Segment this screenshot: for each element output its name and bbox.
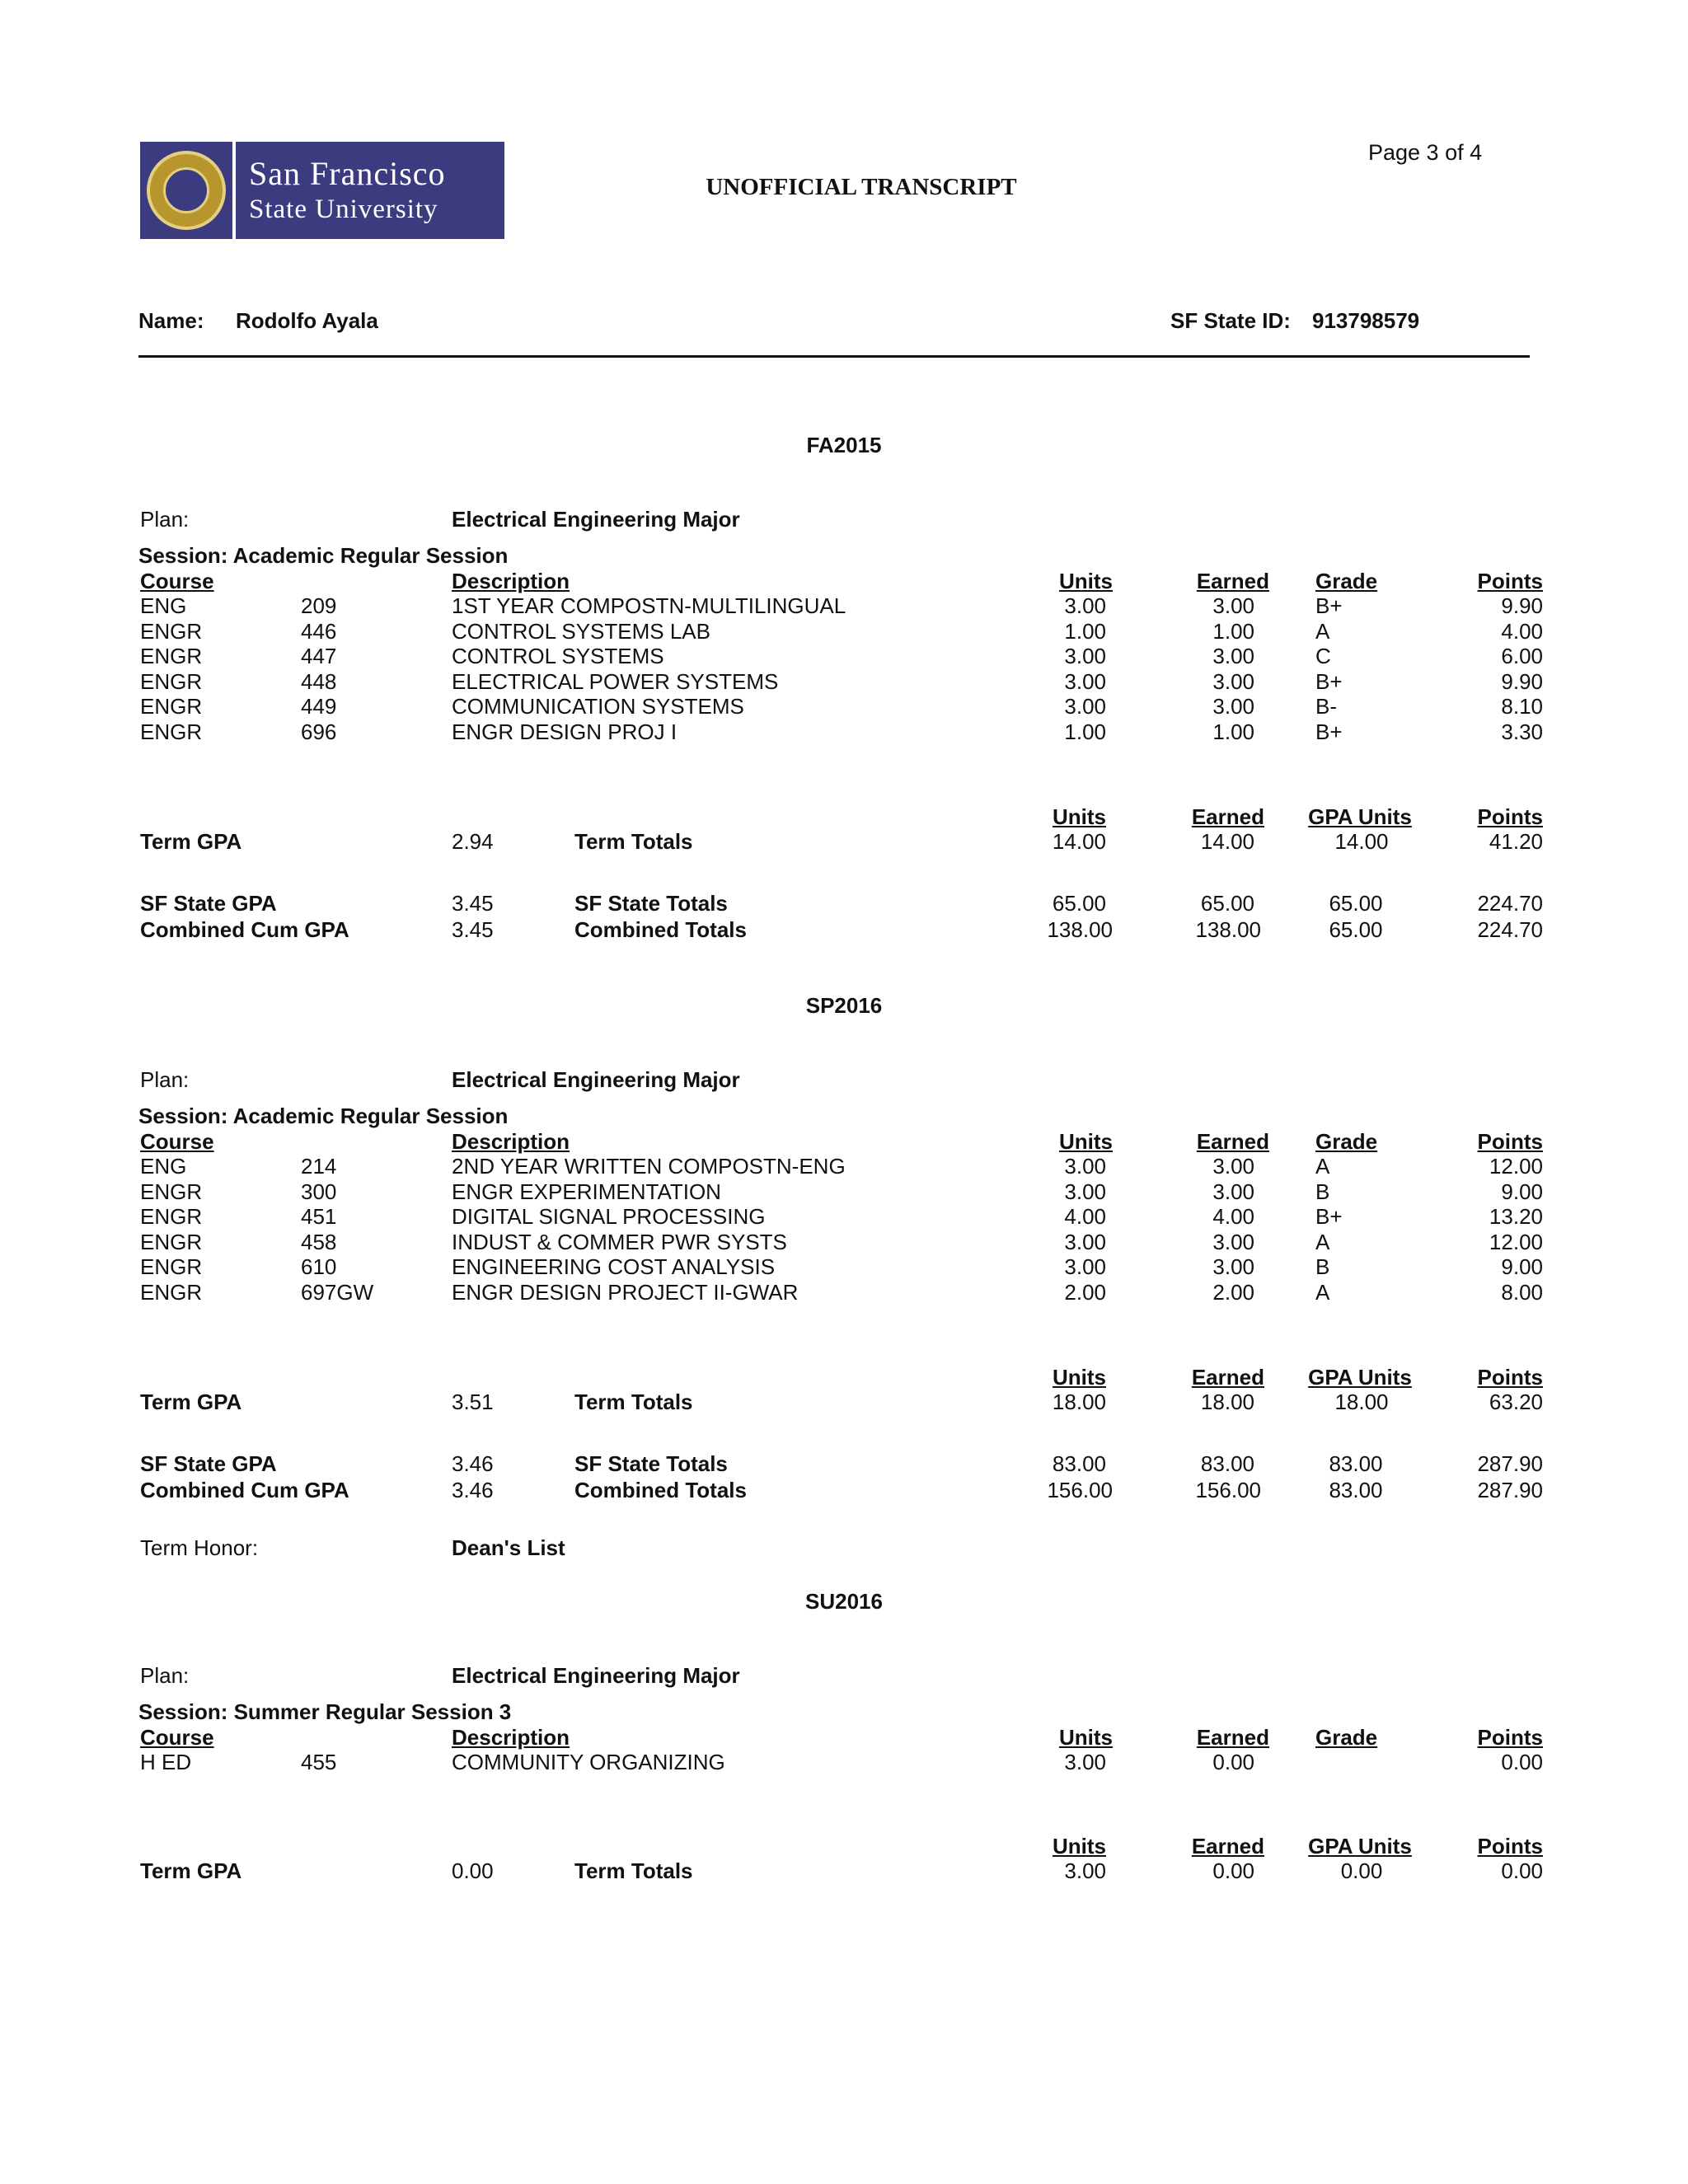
sf-state-totals-earned: 65.00 — [1200, 891, 1254, 916]
course-description: ELECTRICAL POWER SYSTEMS — [452, 668, 779, 694]
combined-totals-points: 224.70 — [1477, 917, 1543, 942]
session-label: Session: Academic Regular Session — [138, 1104, 509, 1128]
term-title: SU2016 — [805, 1589, 883, 1614]
course-subject: ENGR — [140, 719, 203, 744]
course-grade: B+ — [1315, 593, 1343, 618]
col-header-course: Course — [140, 1725, 214, 1750]
course-grade: C — [1315, 644, 1331, 669]
course-description: CONTROL SYSTEMS LAB — [452, 618, 710, 644]
combined-gpa-value: 3.45 — [452, 917, 494, 942]
combined-gpa-value: 3.46 — [452, 1478, 494, 1502]
course-points: 9.90 — [1501, 593, 1543, 618]
totals-header-units: Units — [1053, 1365, 1106, 1390]
combined-totals-earned: 156.00 — [1195, 1478, 1261, 1502]
course-subject: ENGR — [140, 668, 203, 694]
course-units: 3.00 — [1064, 593, 1106, 618]
page-number: Page 3 of 4 — [1368, 140, 1483, 165]
totals-header-earned: Earned — [1191, 1365, 1264, 1390]
combined-gpa-label: Combined Cum GPA — [140, 917, 349, 942]
term-totals-gpa-units: 0.00 — [1340, 1858, 1383, 1883]
col-header-description: Description — [452, 1725, 570, 1750]
course-number: 449 — [301, 694, 337, 719]
col-header-points: Points — [1477, 569, 1543, 593]
plan-value: Electrical Engineering Major — [452, 1067, 740, 1092]
course-earned: 3.00 — [1212, 593, 1254, 618]
course-units: 3.00 — [1064, 1229, 1106, 1254]
plan-value: Electrical Engineering Major — [452, 507, 740, 532]
document-title: UNOFFICIAL TRANSCRIPT — [706, 174, 1017, 200]
combined-totals-label: Combined Totals — [574, 917, 747, 942]
course-points: 8.00 — [1501, 1280, 1543, 1305]
student-name: Rodolfo Ayala — [236, 308, 378, 333]
course-points: 12.00 — [1489, 1229, 1543, 1254]
combined-gpa-label: Combined Cum GPA — [140, 1478, 349, 1502]
totals-header-points: Points — [1477, 1834, 1543, 1858]
sf-state-totals-units: 83.00 — [1052, 1451, 1106, 1476]
course-grade: A — [1315, 618, 1330, 644]
course-number: 610 — [301, 1254, 337, 1280]
totals-header-gpa-units: GPA Units — [1308, 1365, 1412, 1390]
term-totals-earned: 18.00 — [1200, 1390, 1254, 1414]
course-units: 3.00 — [1064, 1154, 1106, 1179]
course-grade: A — [1315, 1280, 1330, 1305]
term-gpa-value: 0.00 — [452, 1858, 494, 1883]
sf-state-gpa-label: SF State GPA — [140, 1451, 277, 1476]
course-points: 3.30 — [1501, 719, 1543, 744]
term-gpa-label: Term GPA — [140, 1858, 242, 1883]
course-description: ENGR DESIGN PROJECT II-GWAR — [452, 1280, 799, 1305]
header-divider — [138, 355, 1530, 358]
combined-totals-gpa-units: 83.00 — [1329, 1478, 1383, 1502]
sf-state-totals-points: 287.90 — [1477, 1451, 1543, 1476]
course-units: 3.00 — [1064, 1750, 1106, 1774]
course-earned: 1.00 — [1212, 719, 1254, 744]
session-label: Session: Summer Regular Session 3 — [138, 1699, 512, 1724]
term-totals-label: Term Totals — [574, 1858, 693, 1883]
course-grade: B — [1315, 1179, 1330, 1204]
course-grade: B- — [1315, 694, 1337, 719]
course-units: 3.00 — [1064, 644, 1106, 669]
term-title: FA2015 — [806, 433, 882, 457]
sf-state-gpa-value: 3.45 — [452, 891, 494, 916]
term-totals-label: Term Totals — [574, 829, 693, 854]
combined-totals-label: Combined Totals — [574, 1478, 747, 1502]
totals-header-points: Points — [1477, 804, 1543, 829]
course-earned: 2.00 — [1212, 1280, 1254, 1305]
sf-state-totals-points: 224.70 — [1477, 891, 1543, 916]
plan-label: Plan: — [140, 507, 190, 532]
course-grade: B+ — [1315, 668, 1343, 694]
course-number: 446 — [301, 618, 337, 644]
col-header-course: Course — [140, 1129, 214, 1154]
course-earned: 3.00 — [1212, 668, 1254, 694]
course-units: 3.00 — [1064, 1179, 1106, 1204]
course-description: CONTROL SYSTEMS — [452, 644, 664, 669]
course-earned: 3.00 — [1212, 1254, 1254, 1280]
col-header-grade: Grade — [1315, 1725, 1378, 1750]
course-number: 451 — [301, 1204, 337, 1230]
course-earned: 3.00 — [1212, 1229, 1254, 1254]
col-header-units: Units — [1059, 569, 1113, 593]
name-label: Name: — [138, 308, 204, 333]
term-totals-points: 0.00 — [1501, 1858, 1543, 1883]
course-points: 6.00 — [1501, 644, 1543, 669]
course-points: 9.00 — [1501, 1179, 1543, 1204]
course-earned: 4.00 — [1212, 1204, 1254, 1230]
course-units: 1.00 — [1064, 618, 1106, 644]
col-header-units: Units — [1059, 1129, 1113, 1154]
course-units: 4.00 — [1064, 1204, 1106, 1230]
course-grade: B+ — [1315, 1204, 1343, 1230]
term-totals-points: 63.20 — [1489, 1390, 1543, 1414]
sf-state-totals-earned: 83.00 — [1200, 1451, 1254, 1476]
course-points: 0.00 — [1501, 1750, 1543, 1774]
course-points: 13.20 — [1489, 1204, 1543, 1230]
course-description: COMMUNITY ORGANIZING — [452, 1750, 725, 1774]
course-subject: ENGR — [140, 618, 203, 644]
totals-header-gpa-units: GPA Units — [1308, 1834, 1412, 1858]
totals-header-earned: Earned — [1191, 1834, 1264, 1858]
course-number: 214 — [301, 1154, 337, 1179]
course-units: 3.00 — [1064, 694, 1106, 719]
term-gpa-label: Term GPA — [140, 1390, 242, 1414]
combined-totals-earned: 138.00 — [1195, 917, 1261, 942]
col-header-points: Points — [1477, 1129, 1543, 1154]
sf-state-totals-label: SF State Totals — [574, 891, 728, 916]
course-description: 1ST YEAR COMPOSTN-MULTILINGUAL — [452, 593, 846, 618]
sf-state-gpa-label: SF State GPA — [140, 891, 277, 916]
plan-value: Electrical Engineering Major — [452, 1663, 740, 1688]
plan-label: Plan: — [140, 1067, 190, 1092]
course-number: 448 — [301, 668, 337, 694]
col-header-earned: Earned — [1196, 1725, 1269, 1750]
combined-totals-units: 138.00 — [1047, 917, 1113, 942]
course-points: 8.10 — [1501, 694, 1543, 719]
course-subject: ENG — [140, 1154, 187, 1179]
term-gpa-value: 2.94 — [452, 829, 494, 854]
totals-header-gpa-units: GPA Units — [1308, 804, 1412, 829]
course-subject: ENGR — [140, 644, 203, 669]
course-earned: 3.00 — [1212, 1179, 1254, 1204]
course-number: 458 — [301, 1229, 337, 1254]
course-number: 455 — [301, 1750, 337, 1774]
sf-state-totals-gpa-units: 65.00 — [1329, 891, 1383, 916]
course-description: ENGR EXPERIMENTATION — [452, 1179, 721, 1204]
term-totals-units: 14.00 — [1052, 829, 1106, 854]
course-subject: ENGR — [140, 1204, 203, 1230]
col-header-grade: Grade — [1315, 569, 1378, 593]
sf-state-gpa-value: 3.46 — [452, 1451, 494, 1476]
term-totals-gpa-units: 14.00 — [1334, 829, 1389, 854]
course-earned: 3.00 — [1212, 644, 1254, 669]
course-units: 3.00 — [1064, 668, 1106, 694]
course-number: 697GW — [301, 1280, 374, 1305]
course-earned: 3.00 — [1212, 1154, 1254, 1179]
sf-state-totals-gpa-units: 83.00 — [1329, 1451, 1383, 1476]
course-subject: ENGR — [140, 694, 203, 719]
course-subject: H ED — [140, 1750, 192, 1774]
term-honor-value: Dean's List — [452, 1535, 565, 1560]
term-totals-label: Term Totals — [574, 1390, 693, 1414]
col-header-units: Units — [1059, 1725, 1113, 1750]
sf-state-totals-label: SF State Totals — [574, 1451, 728, 1476]
course-subject: ENGR — [140, 1280, 203, 1305]
course-description: ENGR DESIGN PROJ I — [452, 719, 678, 744]
course-grade: A — [1315, 1154, 1330, 1179]
logo-line-1: San Francisco — [249, 155, 446, 192]
col-header-description: Description — [452, 1129, 570, 1154]
term-totals-units: 18.00 — [1052, 1390, 1106, 1414]
course-grade: B+ — [1315, 719, 1343, 744]
course-earned: 1.00 — [1212, 618, 1254, 644]
course-units: 3.00 — [1064, 1254, 1106, 1280]
combined-totals-gpa-units: 65.00 — [1329, 917, 1383, 942]
course-subject: ENG — [140, 593, 187, 618]
course-subject: ENGR — [140, 1229, 203, 1254]
logo-line-2: State University — [249, 194, 438, 224]
term-totals-earned: 14.00 — [1200, 829, 1254, 854]
totals-header-units: Units — [1053, 804, 1106, 829]
col-header-description: Description — [452, 569, 570, 593]
col-header-earned: Earned — [1196, 569, 1269, 593]
course-description: ENGINEERING COST ANALYSIS — [452, 1254, 776, 1280]
totals-header-points: Points — [1477, 1365, 1543, 1390]
course-subject: ENGR — [140, 1179, 203, 1204]
term-honor-label: Term Honor: — [140, 1535, 259, 1560]
term-gpa-label: Term GPA — [140, 829, 242, 854]
course-number: 696 — [301, 719, 337, 744]
term-gpa-value: 3.51 — [452, 1390, 494, 1414]
course-grade: A — [1315, 1229, 1330, 1254]
course-description: INDUST & COMMER PWR SYSTS — [452, 1229, 787, 1254]
course-points: 12.00 — [1489, 1154, 1543, 1179]
totals-header-units: Units — [1053, 1834, 1106, 1858]
combined-totals-points: 287.90 — [1477, 1478, 1543, 1502]
totals-header-earned: Earned — [1191, 804, 1264, 829]
course-earned: 3.00 — [1212, 694, 1254, 719]
course-description: DIGITAL SIGNAL PROCESSING — [452, 1204, 766, 1230]
term-totals-gpa-units: 18.00 — [1334, 1390, 1389, 1414]
course-points: 9.90 — [1501, 668, 1543, 694]
course-units: 1.00 — [1064, 719, 1106, 744]
course-description: COMMUNICATION SYSTEMS — [452, 694, 744, 719]
term-totals-units: 3.00 — [1064, 1858, 1106, 1883]
course-number: 447 — [301, 644, 337, 669]
term-totals-earned: 0.00 — [1212, 1858, 1254, 1883]
col-header-grade: Grade — [1315, 1129, 1378, 1154]
course-description: 2ND YEAR WRITTEN COMPOSTN-ENG — [452, 1154, 846, 1179]
course-earned: 0.00 — [1212, 1750, 1254, 1774]
course-points: 4.00 — [1501, 618, 1543, 644]
plan-label: Plan: — [140, 1663, 190, 1688]
course-units: 2.00 — [1064, 1280, 1106, 1305]
term-title: SP2016 — [805, 993, 883, 1018]
student-id: 913798579 — [1312, 308, 1420, 333]
course-grade: B — [1315, 1254, 1330, 1280]
col-header-course: Course — [140, 569, 214, 593]
col-header-points: Points — [1477, 1725, 1543, 1750]
student-id-label: SF State ID: — [1170, 308, 1291, 333]
course-number: 300 — [301, 1179, 337, 1204]
combined-totals-units: 156.00 — [1047, 1478, 1113, 1502]
course-points: 9.00 — [1501, 1254, 1543, 1280]
term-totals-points: 41.20 — [1489, 829, 1543, 854]
course-subject: ENGR — [140, 1254, 203, 1280]
session-label: Session: Academic Regular Session — [138, 543, 509, 568]
course-number: 209 — [301, 593, 337, 618]
sf-state-totals-units: 65.00 — [1052, 891, 1106, 916]
col-header-earned: Earned — [1196, 1129, 1269, 1154]
